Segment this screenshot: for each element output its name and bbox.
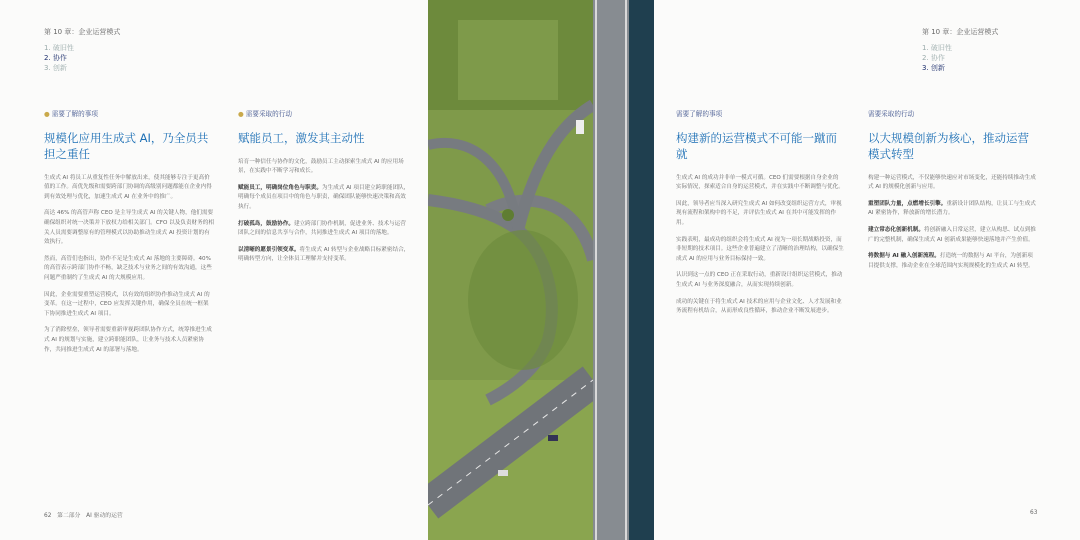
nav-item-active[interactable]: 3. 创新	[922, 64, 945, 72]
section-tag: ● 需要采取的行动	[238, 110, 292, 118]
paragraph: 以清晰的愿景引领变革。将生成式 AI 转型与企业战略目标紧密结合，明确转型方向，让全体员工理解并支持变革。	[238, 246, 410, 263]
section-tag: 需要了解的事项	[676, 110, 723, 118]
column-know	[44, 110, 214, 362]
column-know	[676, 110, 844, 324]
section-nav	[44, 43, 74, 73]
paragraph: 高达 46% 的高管声称 CEO 是主导生成式 AI 的关键人物，他们需要确保组织对统一决策并下放权力给相关部门。CFO 以及负责财务的相关人员需要调整原有的管理模式以协助推动生成式 AI 投资计划的有效执行。	[44, 210, 214, 246]
section-heading: 以大规模创新为核心，推动运营模式转型	[868, 130, 1029, 161]
paragraph: 构建一种运营模式，不仅能够快速应对市场变化，还能持续推动生成式 AI 的规模化创新与应用。	[868, 174, 1036, 191]
paragraph: 建立常态化创新机制。将创新融入日常运营，建立从构思、试点到推广的完整机制，确保生成式 AI 创新成果能够快速落地并产生价值。	[868, 226, 1036, 243]
aerial-illustration	[428, 0, 654, 540]
column-act	[868, 110, 1038, 278]
paragraph: 然而，高管们也指出，协作不足是生成式 AI 落地的主要障碍。40% 的高管表示跨部门协作不畅，缺乏技术与业务之间的有效沟通，这些问题严重制约了生成式 AI 的大规模应用。	[44, 255, 212, 281]
nav-item[interactable]: 3. 创新	[44, 64, 67, 72]
nav-item[interactable]: 2. 协作	[922, 54, 945, 62]
nav-item[interactable]: 1. 破旧性	[922, 44, 952, 52]
nav-item-active[interactable]: 2. 协作	[44, 54, 67, 62]
right-page	[654, 0, 1080, 540]
paragraph: 打破孤岛，鼓励协作。建立跨部门协作机制，促进业务、技术与运营团队之间的信息共享与合作，共同推进生成式 AI 项目的落地。	[238, 220, 406, 237]
column-act	[238, 110, 410, 272]
paragraph: 认识到这一点的 CEO 正在采取行动，重新设计组织运营模式，推动生成式 AI 与业务深度融合，从而实现持续创新。	[676, 272, 843, 288]
section-nav	[922, 43, 952, 73]
section-tag: 需要采取的行动	[868, 110, 915, 118]
paragraph: 成功的关键在于将生成式 AI 技术的应用与企业文化、人才发展和业务流程有机结合，从而形成良性循环，推动企业不断发展进步。	[676, 298, 842, 315]
section-heading: 构建新的运营模式不可能一蹴而就	[676, 130, 837, 161]
aerial-road-photo	[428, 0, 654, 540]
paragraph: 因此，企业需要重塑运营模式，以有效的组织协作推动生成式 AI 的变革。在这一过程中，CEO 应发挥关键作用，确保全员在统一框架下协同推进生成式 AI 项目。	[44, 291, 210, 317]
chapter-title: 第 10 章：企业运营模式	[44, 28, 121, 36]
paragraph: 培育一种信任与协作的文化，鼓励员工主动探索生成式 AI 的应用场景，在实践中不断学习和成长。	[238, 158, 404, 175]
page-number: 63	[1030, 510, 1038, 516]
section-tag: ● 需要了解的事项	[44, 110, 98, 118]
paragraph: 生成式 AI 将员工从重复性任务中解放出来，使其能够专注于更高价值的工作。高优先级和需要跨部门协调的高级别问题都能在企业内得到有效处理与优化，加速生成式 AI 在业务中的推广。	[44, 174, 212, 200]
left-page	[0, 0, 428, 540]
page-footer: 62 第二部分 AI 驱动的运营	[44, 513, 123, 519]
section-heading: 规模化应用生成式 AI，乃全员共担之重任	[44, 130, 209, 161]
section-heading: 赋能员工，激发其主动性	[238, 130, 365, 145]
paragraph: 因此，领导者应当深入研究生成式 AI 如何改变组织运营方式，审视现有流程和架构中的不足，并评估生成式 AI 在其中可能发挥的作用。	[676, 200, 842, 226]
chapter-title: 第 10 章：企业运营模式	[922, 28, 999, 36]
tag-dot-icon: ●	[44, 110, 50, 118]
tag-dot-icon: ●	[238, 110, 244, 118]
nav-item[interactable]: 1. 破旧性	[44, 44, 74, 52]
paragraph: 将数据与 AI 融入创新流程。打造统一的数据与 AI 平台，为创新项目提供支撑，推动企业在全球范围内实现规模化的生成式 AI 转型。	[868, 253, 1034, 269]
paragraph: 赋能员工，明确岗位角色与职责。为生成式 AI 项目建立跨职能团队，明确每个成员在项目中的角色与职责，确保团队能够快速决策和高效执行。	[238, 184, 410, 210]
paragraph: 实践表明，最成功的组织会将生成式 AI 视为一项长期战略投资，而非短期的技术项目。这些企业普遍建立了清晰的治理结构，以确保生成式 AI 的应用与业务目标保持一致。	[676, 236, 844, 262]
paragraph: 生成式 AI 的成功并非单一模式可循。CEO 们需要根据自身企业的实际情况，探索适合自身的运营模式，并在实践中不断调整与优化。	[676, 174, 844, 191]
paragraph: 为了消除壁垒，领导者需要重新审视跨团队协作方式，统筹推进生成式 AI 的规划与实施，建立跨职能团队，让业务与技术人员紧密协作，共同推进生成式 AI 的部署与落地。	[44, 327, 212, 353]
paragraph: 重塑团队力量，点燃增长引擎。重新设计团队结构，让员工与生成式 AI 紧密协作，释放新的增长潜力。	[868, 200, 1036, 217]
